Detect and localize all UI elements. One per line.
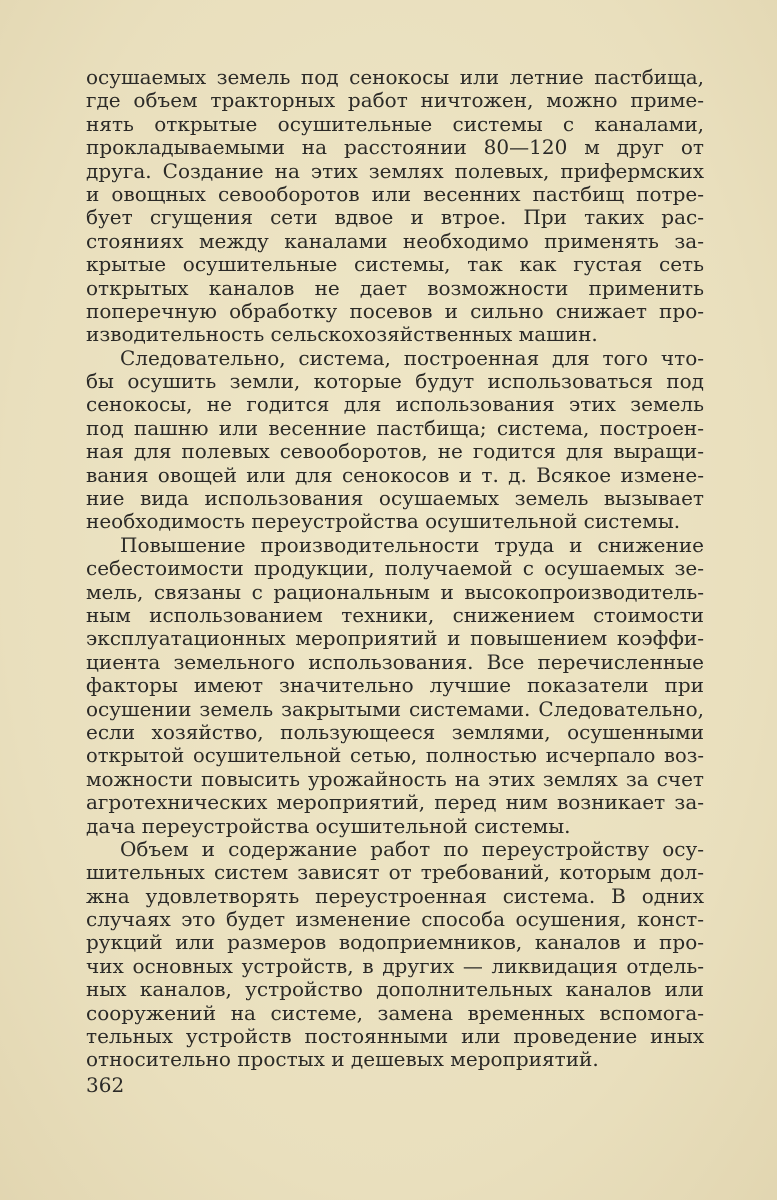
text-line: ным использованием техники, снижением стоимости [86, 602, 704, 627]
text-line: крытые осушительные системы, так как густая сеть [86, 252, 704, 277]
text-line: жна удовлетворять переустроенная система. В одних [86, 883, 704, 908]
text-line: друга. Создание на этих землях полевых, прифермских [86, 158, 704, 183]
text-line: осушении земель закрытыми системами. Следовательно, [86, 696, 704, 721]
text-line: тельных устройств постоянными или проведение иных [86, 1024, 704, 1049]
text-line: Объем и содержание работ по переустройству осу- [120, 836, 704, 861]
text-line: сооружений на системе, замена временных вспомога- [86, 1000, 704, 1025]
text-line: необходимость переустройства осушительной системы. [86, 509, 681, 534]
text-line: ние вида использования осушаемых земель вызывает [86, 486, 704, 511]
body-text [86, 66, 704, 1072]
text-line: ная для полевых севооборотов, не годится для выращи- [86, 439, 704, 464]
page-number: 362 [86, 1073, 125, 1097]
text-line: ных каналов, устройство дополнительных каналов или [86, 977, 704, 1002]
text-line: можности повысить урожайность на этих землях за счет [86, 766, 704, 791]
text-line: открытых каналов не дает возможности применить [86, 275, 704, 300]
text-line: агротехнических мероприятий, перед ним возникает за- [86, 790, 704, 815]
text-line: циента земельного использования. Все перечисленные [86, 649, 704, 674]
text-line: чих основных устройств, в других — ликвидация отдель- [86, 953, 704, 978]
text-line: поперечную обработку посевов и сильно снижает про- [86, 298, 704, 323]
text-line: факторы имеют значительно лучшие показатели при [86, 673, 704, 698]
text-line: изводительность сельскохозяйственных машин. [86, 322, 598, 347]
text-line: дача переустройства осушительной системы. [86, 813, 571, 838]
text-line: себестоимости продукции, получаемой с осушаемых зе- [86, 556, 704, 581]
text-line: эксплуатационных мероприятий и повышением коэффи- [86, 626, 704, 651]
text-line: шительных систем зависят от требований, которым дол- [86, 860, 704, 885]
text-line: прокладываемыми на расстоянии 80—120 м друг от [86, 135, 704, 160]
text-line: Повышение производительности труда и снижение [120, 532, 704, 557]
text-line: сенокосы, не годится для использования этих земель [86, 392, 704, 417]
text-line: мель, связаны с рациональным и высокопроизводитель- [86, 579, 704, 604]
text-line: под пашню или весенние пастбища; система, построен- [86, 415, 704, 440]
text-line: вания овощей или для сенокосов и т. д. Всякое измене- [86, 462, 704, 487]
text-line: открытой осушительной сетью, полностью исчерпало воз- [86, 744, 704, 768]
text-line: и овощных севооборотов или весенних пастбищ потре- [86, 181, 704, 206]
text-line: бует сгущения сети вдвое и втрое. При таких рас- [86, 205, 704, 230]
text-line: где объем тракторных работ ничтожен, можно приме- [86, 88, 704, 113]
text-line: рукций или размеров водоприемников, каналов и про- [86, 930, 704, 955]
text-line: если хозяйство, пользующееся землями, осушенными [86, 719, 704, 744]
text-line: осушаемых земель под сенокосы или летние пастбища, [86, 65, 704, 89]
text-line: случаях это будет изменение способа осушения, конст- [86, 907, 704, 932]
text-line: стояниях между каналами необходимо применять за- [86, 228, 704, 253]
text-line: Следовательно, система, построенная для того что- [120, 345, 704, 370]
text-line: бы осушить земли, которые будут использоваться под [86, 369, 704, 394]
text-line: относительно простых и дешевых мероприятий. [86, 1047, 599, 1072]
text-line: нять открытые осушительные системы с каналами, [86, 111, 704, 136]
